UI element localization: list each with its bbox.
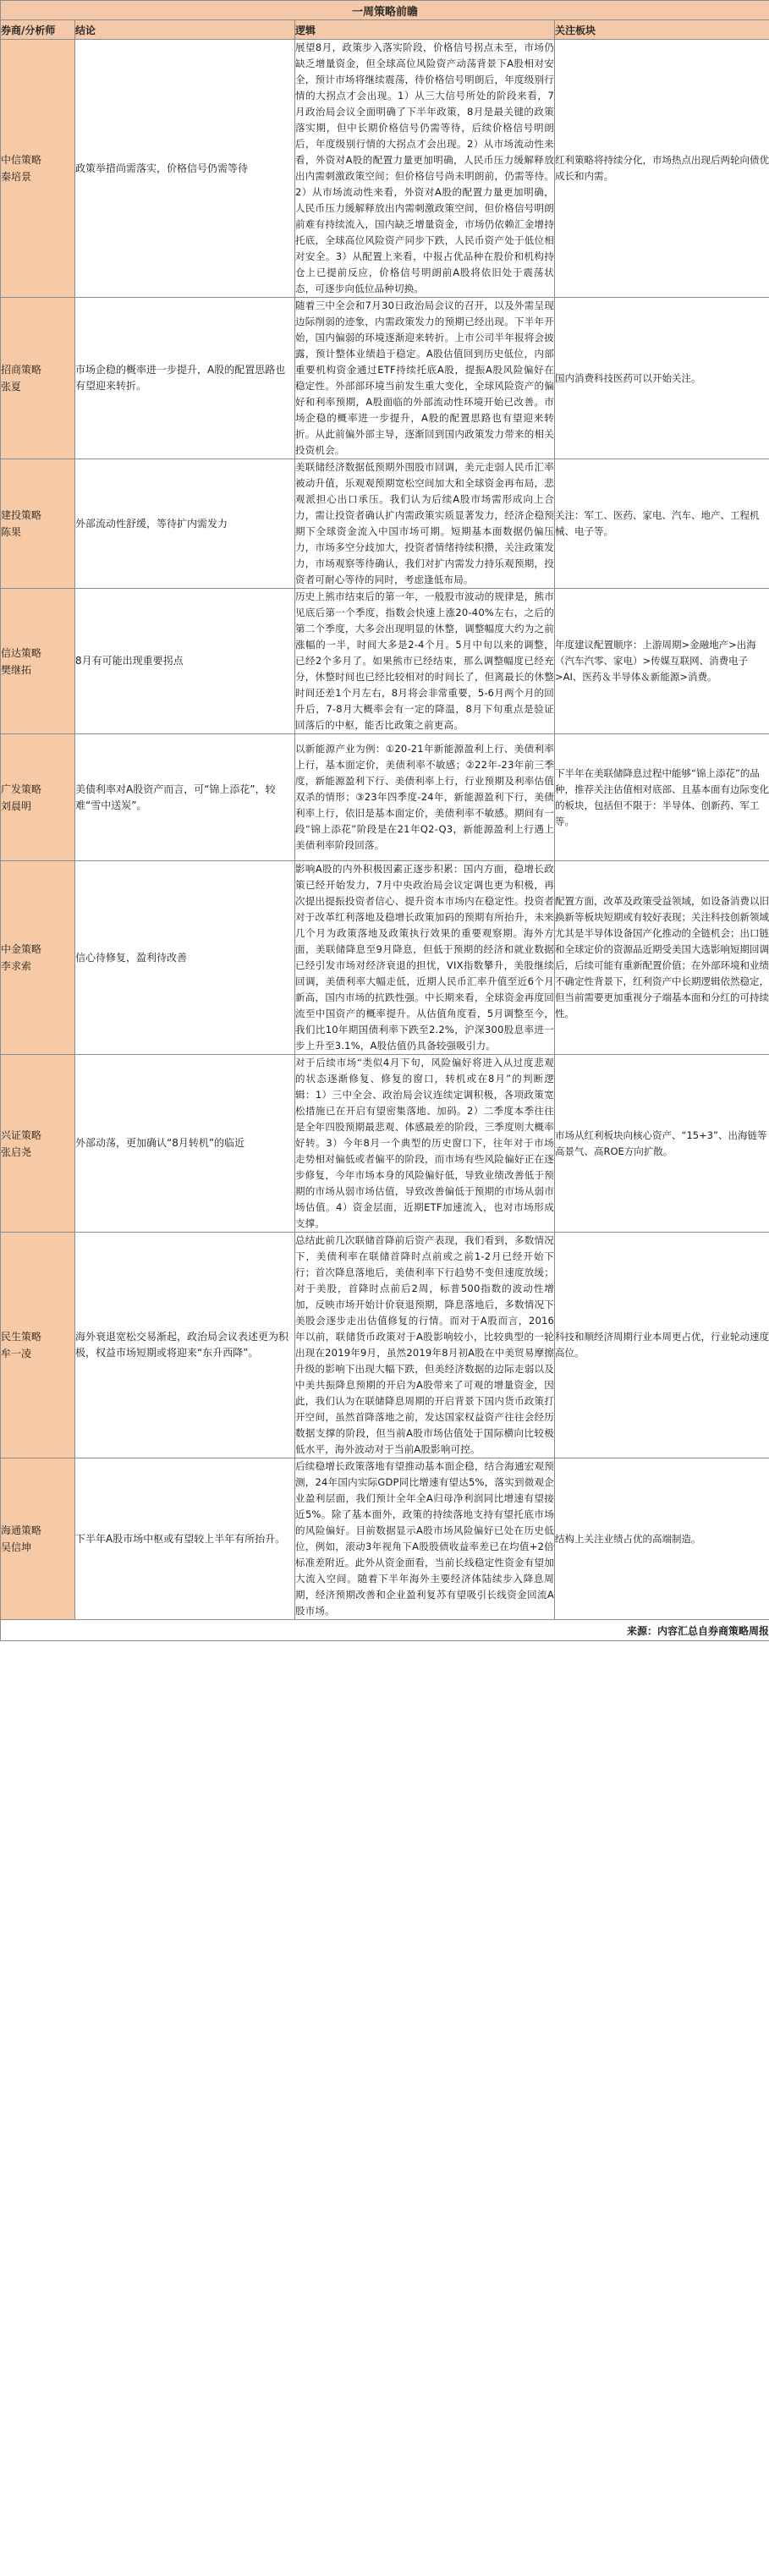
table-row (1, 589, 769, 734)
logic-cell: 对于后续市场“类似4月下旬，风险偏好将进入从过度悲观的状态逐渐修复、修复的窗口，转机或在8月”的判断逻辑：1）三中全会、政治局会议连续定调积极，各项政策宽松措施已在开启有望密集落地、加码。2）二季度本季往往是全年四股预期最悲观、体感最差的阶段，三季度则大概率好转。3）今年8月一个典型的历史窗口下，往年对于市场走势相对偏低或者偏平的阶段，而市场有些风险偏好正在逐步修复，今年市场本身的风险偏好低，导致业绩改善低于预期的市场从弱市场估值，导致改善偏低于预期的市场从弱市场估值。4）资金层面，近期ETF加速流入，也对市场形成支撑。 (295, 1055, 555, 1233)
table-row (1, 1055, 769, 1233)
table-row (1, 40, 769, 298)
table-row (1, 734, 769, 861)
broker-cell: 信达策略 樊继拓 (1, 589, 75, 734)
focus-cell: 年度建议配置顺序：上游周期>金融地产>出海（汽车汽零、家电）>传媒互联网、消费电子>AI、医药＆半导体＆新能源>消费。 (555, 589, 769, 734)
table-row (1, 459, 769, 589)
header-focus: 关注板块 (555, 20, 769, 40)
conclusion-cell: 政策举措尚需落实，价格信号仍需等待 (75, 40, 295, 298)
logic-cell: 展望8月，政策步入落实阶段，价格信号拐点未至，市场仍缺乏增量资金，但全球高位风险资产动荡背景下A股相对安全，预计市场将继续震荡，待价格信号明朗后，年度级别行情的大拐点才会出现。1）从三大信号所处的阶段来看，7月政治局会议全面明确了下半年政策，8月是最关键的政策落实期，但中长期价格信号仍需等待，后续价格信号明朗后，年度级别行情的大拐点才会出现。2）从市场流动性来看，外资对A股的配置力量更加明确，人民币压力缓解释放出内需刺激政策空间；但价格信号尚未明朗前，仍需等待。2）从市场流动性来看，外资对A股的配置力量更加明确，人民币压力缓解释放出内需刺激政策空间，但价格信号明朗前难有持续流入，国内缺乏增量资金，市场仍依赖汇金增持托底，全球高位风险资产同步下跌，人民币资产处于低位相对安全。3）从配置上来看，中报占优品种在股价和机构持仓上已提前反应，价格信号明朗前A股将依旧处于震荡状态，可逐步向低位品种切换。 (295, 40, 555, 298)
broker-cell: 招商策略 张夏 (1, 298, 75, 459)
focus-cell: 结构上关注业绩占优的高端制造。 (555, 1458, 769, 1620)
logic-cell: 美联储经济数据低预期外围股市回调，美元走弱人民币汇率被动升值，乐观观预期宽松空间加大和全球资金再布局，悲观派担心出口承压。我们认为后续A股市场需形成向上合力，需让投资者确认扩内需政策实质显著发力，经济企稳预期下全球资金流入中国市场可期。短期基本面数据仍偏压力，市场多空分歧加大，投资者情绪持续积攒，关注政策发力，市场观察等待确认，我们对扩内需发力持乐观预期，投资者可耐心等待的同时，考虑逢低布局。 (295, 459, 555, 589)
header-broker: 券商/分析师 (1, 20, 75, 40)
source-note: 来源：内容汇总自券商策略周报 (1, 1620, 769, 1641)
broker-cell: 民生策略 牟一凌 (1, 1233, 75, 1458)
focus-cell: 配置方面，改革及政策受益领域，如设备消费以旧换新等板块短期或有较好表现；关注科技创新领域尤其是半导体设备国产化推动的全链机会；出口链和全球定价的资源品近期受美国大选影响短期回调后，后续可能有重新配置价值；在外部环境和业绩不确定性背景下，红利资产中长期逻辑依然稳定，但当前需要更加重视分子端基本面和分红的可持续性。 (555, 861, 769, 1055)
logic-cell: 以新能源产业为例：①20-21年新能源盈利上行、美债利率上行，基本面定价，美债利率不敏感；②22年-23年前三季度，新能源盈利下行、美债利率上行，行业预期及利率估值双杀的情形；③23年四季度-24年，新能源盈利下行，美债利率上行，依旧是基本面定价，美债利率不敏感。期间有一段“锦上添花”阶段是在21年Q2-Q3，新能源盈利上行遇上美债利率阶段回落。 (295, 734, 555, 861)
table-row (1, 861, 769, 1055)
focus-cell: 国内消费科技医药可以开始关注。 (555, 298, 769, 459)
focus-cell: 市场从红利板块向核心资产、“15+3”、出海链等高景气、高ROE方向扩散。 (555, 1055, 769, 1233)
source-row (1, 1620, 769, 1641)
title-row (1, 1, 769, 20)
conclusion-cell: 市场企稳的概率进一步提升，A股的配置思路也有望迎来转折。 (75, 298, 295, 459)
focus-cell: 关注：军工、医药、家电、汽车、地产、工程机械、电子等。 (555, 459, 769, 589)
conclusion-cell: 外部动荡，更加确认“8月转机”的临近 (75, 1055, 295, 1233)
conclusion-cell: 8月有可能出现重要拐点 (75, 589, 295, 734)
table-row (1, 1233, 769, 1458)
logic-cell: 总结此前几次联储首降前后资产表现，我们看到，多数情况下，美债利率在联储首降时点前或之前1-2月已经开始下行；首次降息落地后，美债利率下行趋势不变但速度放缓；对于美股，首降时点前后2周，标普500指数的波动性增加，反映市场开始计价衰退预期，降息落地后，多数情况下美股会逐步走出估值修复的行情。而对于A股而言，2016年以前，联储货币政策对于A股影响较小，比较典型的一轮出现在2019年9月，虽然2019年8月初A股在中美贸易摩擦升级的影响下出现大幅下跌，但美经济数据的边际走弱以及中美共振降息预期的开启为A股带来了可观的增量资金，因此，我们认为在联储降息周期的开启背景下国内货币政策打开空间，虽然首降落地之前，发达国家权益资产往往会经历数据支撑的阶段，但当前A股市场估值处于国际横向比较极低水平，海外波动对于当前A股影响可控。 (295, 1233, 555, 1458)
broker-cell: 建投策略 陈果 (1, 459, 75, 589)
conclusion-cell: 信心待修复，盈利待改善 (75, 861, 295, 1055)
logic-cell: 影响A股的内外积极因素正逐步积累：国内方面，稳增长政策已经开始发力，7月中央政治局会议定调也更为积极，再次提出提振投资者信心、提升资本市场内在稳定性。投资者对于改革红利落地及稳增长政策加码的预期有所抬升，未来几个月为政策落地及政策执行效果的重要观察期。海外方面，美联储降息至9月降息，但低于预期的经济和就业数据已经引发市场对经济衰退的担忧，VIX指数攀升，美股继续回调，美债利率大幅走低，近期人民币汇率升值至近6个月新高，国内市场的抗跌性强。中长期来看，全球资金再度回流至中国资产的概率提升。从估值角度看，5月调整至今，我们比10年期国债利率下跌至2.2%，沪深300股息率进一步上升至3.1%，A股估值仍具备较强吸引力。 (295, 861, 555, 1055)
table-row (1, 298, 769, 459)
table-row (1, 1458, 769, 1620)
focus-cell: 科技和顺经济周期行业本周更占优，行业轮动速度高位。 (555, 1233, 769, 1458)
broker-cell: 海通策略 吴信坤 (1, 1458, 75, 1620)
header-logic: 逻辑 (295, 20, 555, 40)
table-title: 一周策略前瞻 (1, 1, 769, 20)
header-row (1, 20, 769, 40)
broker-cell: 兴证策略 张启尧 (1, 1055, 75, 1233)
logic-cell: 历史上熊市结束后的第一年，一般股市波动的规律是，熊市见底后第一个季度，指数会快速上涨20-40%左右，之后的第二个季度，大多会出现明显的休整，调整幅度大约为之前涨幅的一半，时间大多是2-4个月。5月中旬以来的调整，已经2个多月了。如果熊市已经结束，那么调整幅度已经充分，休整时间也已经比较相对的时间长了，但离最长的休整时间还差1个月左右，8月将会非常重要，5-6月两个月的回升后，7-8月大概率会有一定的降温，8月下旬重点是验证回落后的中枢，能否比政策之前更高。 (295, 589, 555, 734)
conclusion-cell: 美债利率对A股资产而言，可“锦上添花”，较难“雪中送炭”。 (75, 734, 295, 861)
header-conclusion: 结论 (75, 20, 295, 40)
conclusion-cell: 外部流动性舒缓，等待扩内需发力 (75, 459, 295, 589)
logic-cell: 后续稳增长政策落地有望推动基本面企稳，结合海通宏观预测，24年国内实际GDP同比增速有望达5%，落实到微观企业盈利层面，我们预计全年全A归母净利润同比增速有望接近5%。除了基本面外，政策的持续落地支持有望托底市场的风险偏好。目前数据显示A股市场风险偏好已处在历史低位，例如，滚动3年视角下A股股债收益率差已在均值+2倍标准差附近。此外从资金面看，当前长线稳定性资金有望加大流入空间。随着下半年海外主要经济体陆续步入降息周期，经济预期改善和企业盈利复苏有望吸引长线资金回流A股市场。 (295, 1458, 555, 1620)
logic-cell: 随着三中全会和7月30日政治局会议的召开，以及外需呈现边际削弱的迹象，内需政策发力的预期已经出现。下半年开始，国内偏弱的环境逐渐迎来转折。上市公司半年报将会披露，预计整体业绩趋于稳定。A股估值回到历史低位，内部重要机构资金通过ETF持续托底A股，提振A股风险偏好在稳定性。外部部环境当前发生重大变化，全球风险资产的偏好和利率预期，A股面临的外部流动性环境开始已改善。市场企稳的概率进一步提升，A股的配置思路也有望迎来转折。从此前偏外部主导，逐渐回到国内政策发力带来的相关投资机会。 (295, 298, 555, 459)
focus-cell: 下半年在美联储降息过程中能够“锦上添花”的品种，推荐关注估值相对底部、且基本面有边际变化的板块，包括但不限于：半导体、创新药、军工等。 (555, 734, 769, 861)
broker-cell: 广发策略 刘晨明 (1, 734, 75, 861)
conclusion-cell: 海外衰退宽松交易渐起，政治局会议表述更为积极，权益市场短期或将迎来“东升西降”。 (75, 1233, 295, 1458)
broker-cell: 中信策略 秦培景 (1, 40, 75, 298)
broker-cell: 中金策略 李求索 (1, 861, 75, 1055)
focus-cell: 红利策略将持续分化，市场热点出现后两轮向债优成长和内需。 (555, 40, 769, 298)
conclusion-cell: 下半年A股市场中枢或有望较上半年有所抬升。 (75, 1458, 295, 1620)
